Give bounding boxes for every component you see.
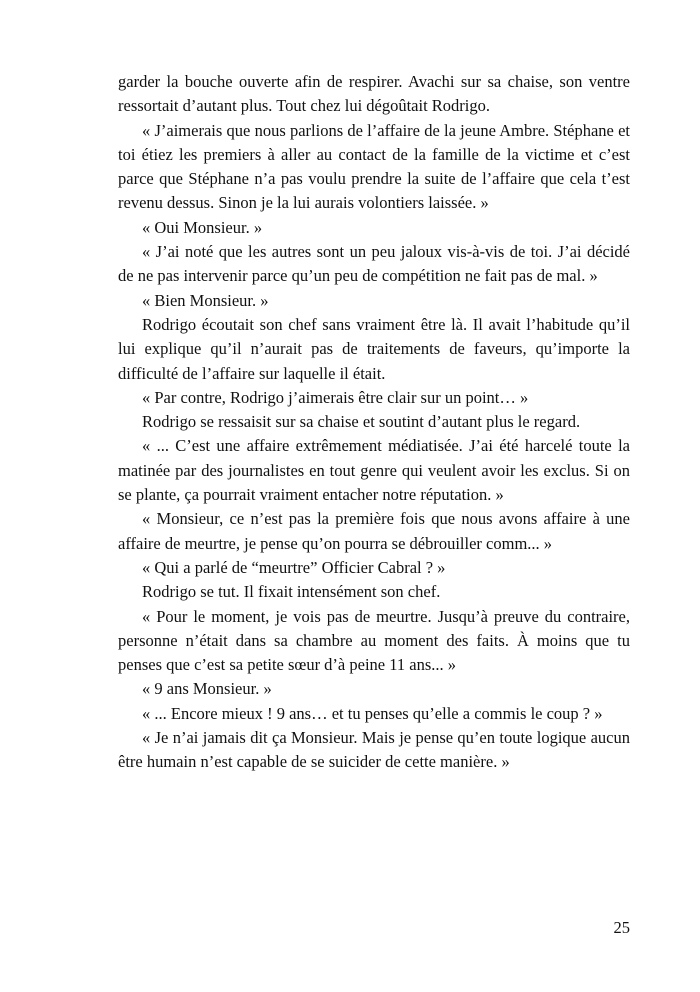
paragraph: « 9 ans Monsieur. » <box>142 679 272 699</box>
paragraph: « Bien Monsieur. » <box>142 290 269 310</box>
paragraph: Rodrigo se tut. Il fixait intensément son chef. <box>142 582 441 602</box>
paragraph: « Monsieur, ce n’est pas la première fois que nous avons affaire à une affaire de meurtre, je pense qu’on pourra se débrouiller comm... » <box>118 509 630 553</box>
paragraph: Rodrigo écoutait son chef sans vraiment être là. Il avait l’habitude qu’il lui explique qu’il n’aurait pas de traitements de faveurs, qu’importe la difficulté de l’affaire sur laquelle il était. <box>118 314 630 383</box>
paragraph: « Pour le moment, je vois pas de meurtre. Jusqu’à preuve du contraire, personne n’était dans sa chambre au moment des faits. À moins que tu penses que c’est sa petite sœur d’à peine 11 ans... » <box>118 606 630 675</box>
paragraph: « ... C’est une affaire extrêmement médiatisée. J’ai été harcelé toute la matinée par des journalistes en tout genre qui veulent avoir les exclus. Si on se plante, ça pourrait vraiment entacher notre réputation. » <box>118 436 630 505</box>
paragraph: « J’aimerais que nous parlions de l’affaire de la jeune Ambre. Stéphane et toi étiez les premiers à aller au contact de la famille de la victime et c’est parce que Stéphane n’a pas voulu prendre la suite de l’affaire que cela t’est revenu dessus. Sinon je la lui aurais volontiers laissée. » <box>118 120 630 213</box>
paragraph: « Qui a parlé de “meurtre” Officier Cabral ? » <box>142 557 446 577</box>
paragraph: « J’ai noté que les autres sont un peu jaloux vis-à-vis de toi. J’ai décidé de ne pas intervenir parce qu’un peu de compétition ne fait pas de mal. » <box>118 242 630 286</box>
paragraph: « Oui Monsieur. » <box>142 217 263 237</box>
page-number: 25 <box>613 918 630 937</box>
paragraph: « Je n’ai jamais dit ça Monsieur. Mais je pense qu’en toute logique aucun être humain n’est capable de se suicider de cette manière. » <box>118 728 630 772</box>
paragraph: « ... Encore mieux ! 9 ans… et tu penses qu’elle a commis le coup ? » <box>142 703 603 723</box>
body-text <box>118 70 630 775</box>
paragraph: garder la bouche ouverte afin de respirer. Avachi sur sa chaise, son ventre ressortait d’autant plus. Tout chez lui dégoûtait Rodrigo. <box>118 72 630 116</box>
paragraph: « Par contre, Rodrigo j’aimerais être clair sur un point… » <box>142 387 529 407</box>
paragraph: Rodrigo se ressaisit sur sa chaise et soutint d’autant plus le regard. <box>142 412 581 432</box>
